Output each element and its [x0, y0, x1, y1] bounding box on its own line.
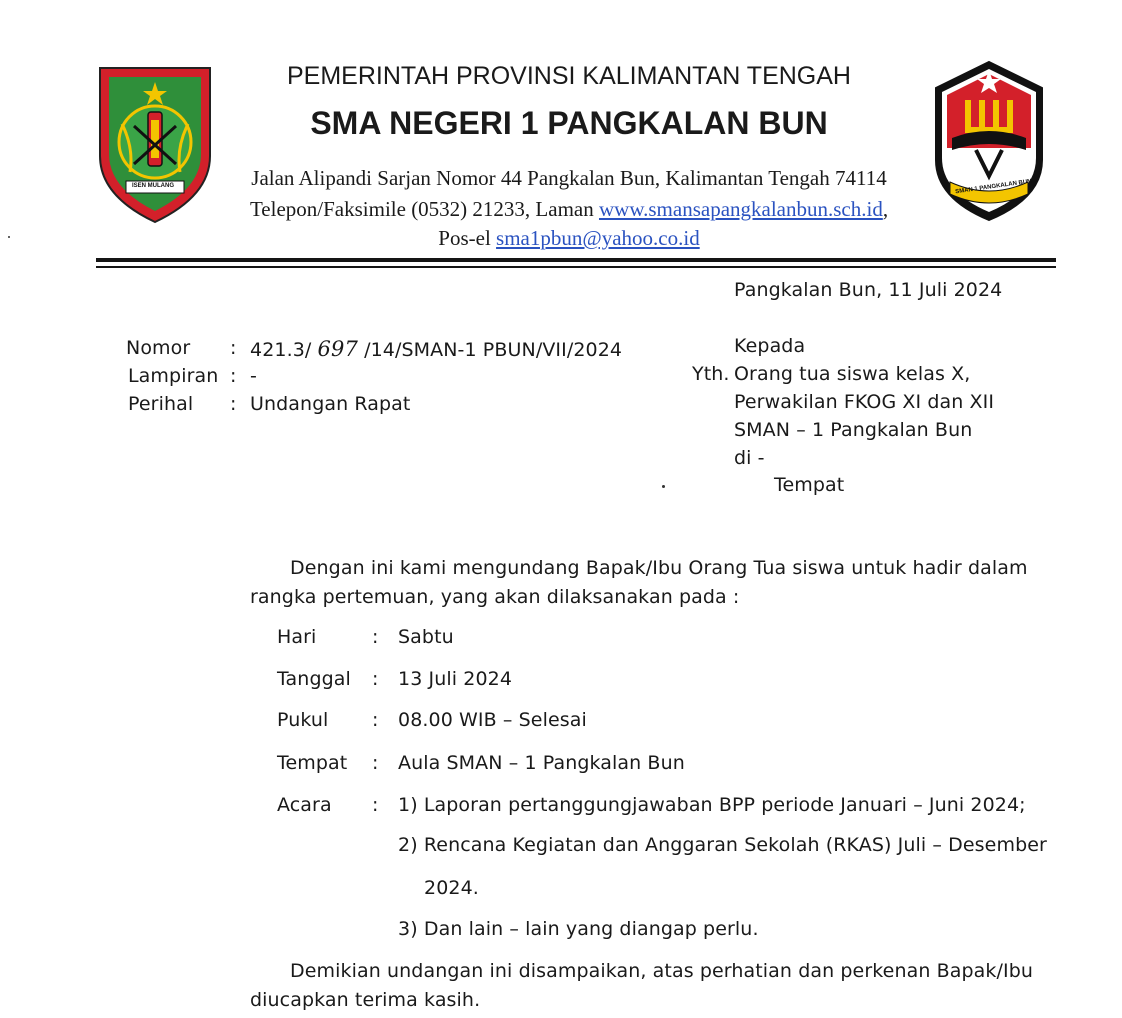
- website-link[interactable]: www.smansapangkalanbun.sch.id: [598, 197, 883, 221]
- detail-label-acara: Acara: [277, 794, 332, 816]
- intro-line-2: rangka pertemuan, yang akan dilaksanakan pada :: [250, 586, 740, 608]
- school-email-line: [222, 226, 916, 251]
- detail-value-tanggal: 13 Juli 2024: [398, 668, 513, 690]
- intro-line-1: Dengan ini kami mengundang Bapak/Ibu Orang Tua siswa untuk hadir dalam: [290, 557, 1028, 579]
- detail-colon: :: [372, 668, 379, 690]
- detail-value-pukul: 08.00 WIB – Selesai: [398, 709, 587, 731]
- recipient-line-4: di -: [734, 447, 765, 469]
- detail-colon: :: [372, 752, 379, 774]
- detail-colon: :: [372, 794, 379, 816]
- school-name: SMA NEGERI 1 PANGKALAN BUN: [310, 105, 828, 141]
- lampiran-colon: :: [230, 365, 237, 387]
- acara-item-1: 1) Laporan pertanggungjawaban BPP periode Januari – Juni 2024;: [398, 794, 1026, 816]
- nomor-label: Nomor: [126, 337, 191, 359]
- nomor-value: 421.3/ 697 /14/SMAN-1 PBUN/VII/2024: [250, 337, 623, 361]
- letterhead-divider-thick: [96, 258, 1056, 262]
- government-name: PEMERINTAH PROVINSI KALIMANTAN TENGAH: [287, 62, 851, 90]
- detail-label-tempat: Tempat: [277, 752, 348, 774]
- recipient-line-2: Perwakilan FKOG XI dan XII: [734, 391, 995, 413]
- perihal-colon: :: [230, 393, 237, 415]
- recipient-yth: Yth.: [692, 363, 730, 385]
- school-contact-line: [210, 197, 928, 222]
- phone-text: Telepon/Faksimile (0532) 21233, Laman: [249, 197, 599, 221]
- recipient-kepada: Kepada: [734, 335, 806, 357]
- acara-item-2-continued: 2024.: [424, 877, 479, 899]
- letterhead-divider-thin: [96, 266, 1056, 268]
- lampiran-label: Lampiran: [128, 365, 219, 387]
- email-link[interactable]: sma1pbun@yahoo.co.id: [496, 226, 700, 250]
- acara-item-3: 3) Dan lain – lain yang diangap perlu.: [398, 918, 759, 940]
- perihal-value: Undangan Rapat: [250, 393, 411, 415]
- perihal-label: Perihal: [128, 393, 194, 415]
- recipient-line-3: SMAN – 1 Pangkalan Bun: [734, 419, 973, 441]
- place-date: Pangkalan Bun, 11 Juli 2024: [734, 279, 1003, 301]
- nomor-colon: :: [230, 337, 237, 359]
- contact-comma: ,: [882, 197, 889, 221]
- province-emblem-logo: [94, 64, 216, 226]
- detail-label-pukul: Pukul: [277, 709, 329, 731]
- recipient-line-1: Orang tua siswa kelas X,: [734, 363, 971, 385]
- recipient-line-5: Tempat: [774, 474, 845, 496]
- right-logo-ribbon-text: SMAN 1 PANGKALAN BUN: [954, 178, 1032, 196]
- detail-colon: :: [372, 709, 379, 731]
- closing-line-2: diucapkan terima kasih.: [250, 989, 481, 1011]
- detail-label-hari: Hari: [277, 626, 317, 648]
- school-address: Jalan Alipandi Sarjan Nomor 44 Pangkalan Bun, Kalimantan Tengah 74114: [251, 166, 887, 190]
- nomor-handwritten-number: 697: [317, 337, 358, 361]
- detail-colon: :: [372, 626, 379, 648]
- acara-item-2: 2) Rencana Kegiatan dan Anggaran Sekolah (RKAS) Juli – Desember: [398, 834, 1047, 856]
- scan-speck: [8, 236, 10, 238]
- left-logo-ribbon-text: ISEN MULANG: [132, 183, 174, 189]
- closing-line-1: Demikian undangan ini disampaikan, atas perhatian dan perkenan Bapak/Ibu: [290, 960, 1034, 982]
- scan-speck: [662, 485, 665, 488]
- detail-value-hari: Sabtu: [398, 626, 454, 648]
- lampiran-value: -: [250, 365, 257, 387]
- email-label: Pos-el: [438, 226, 497, 250]
- school-emblem-logo: [932, 60, 1046, 224]
- detail-label-tanggal: Tanggal: [277, 668, 351, 690]
- detail-value-tempat: Aula SMAN – 1 Pangkalan Bun: [398, 752, 685, 774]
